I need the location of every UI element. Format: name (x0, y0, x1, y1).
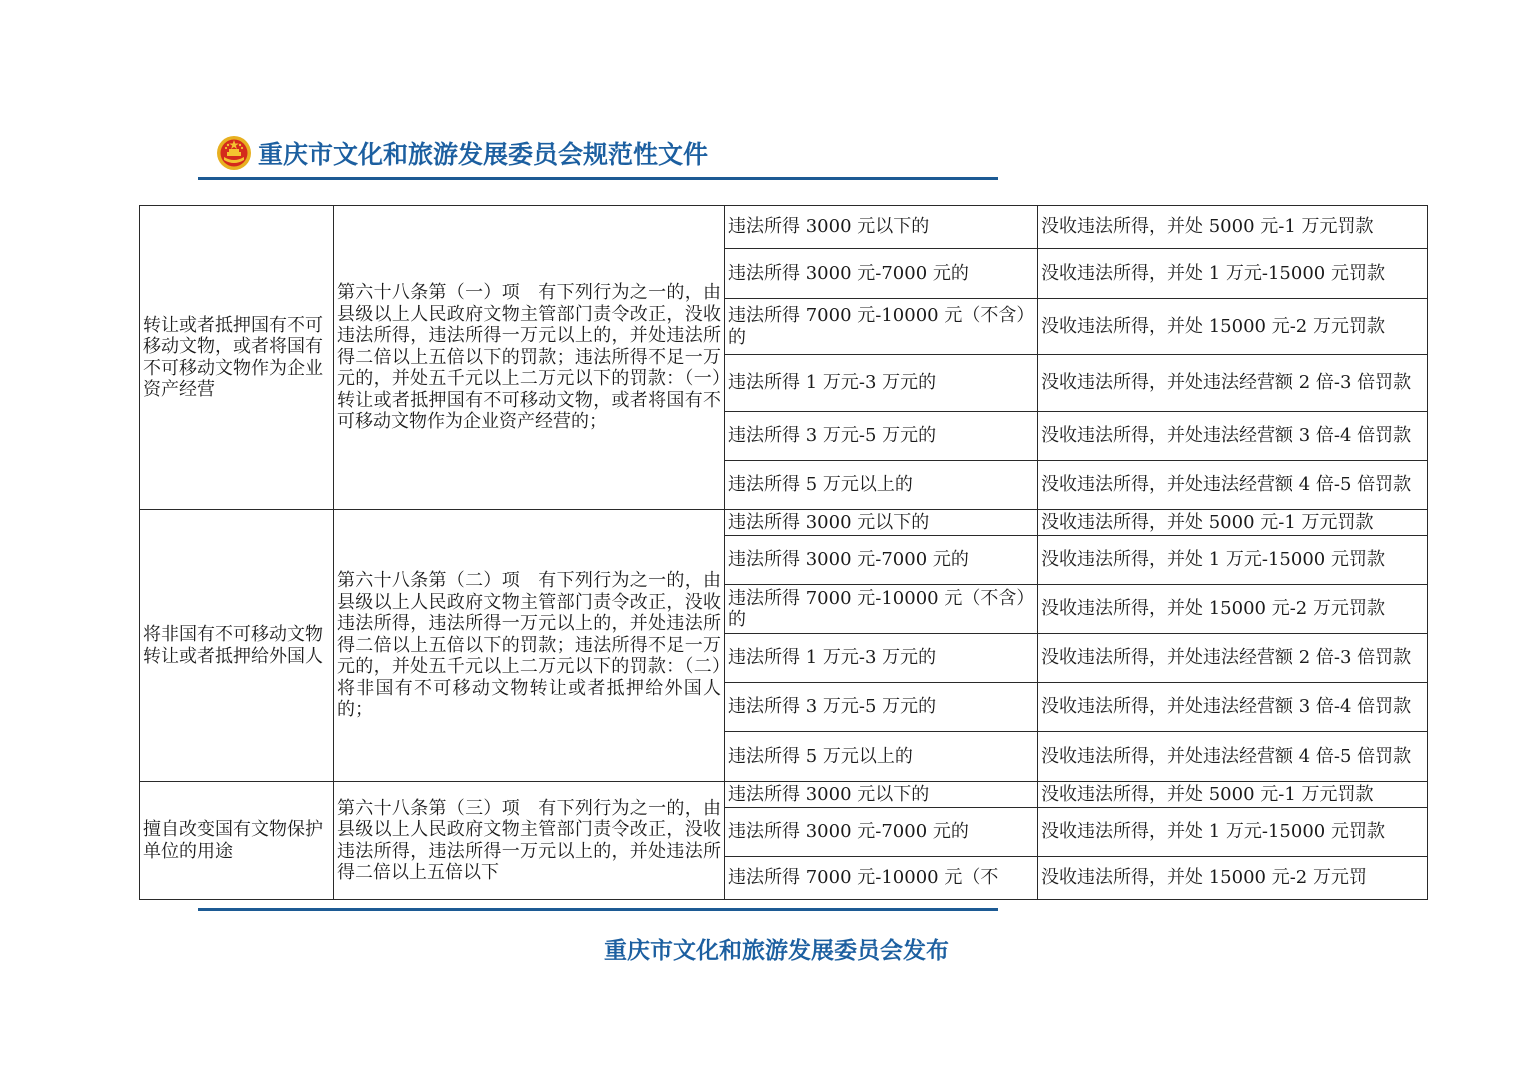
circumstance-cell: 违法所得 1 万元-3 万元的 (725, 355, 1038, 412)
circumstance-cell: 违法所得 3000 元-7000 元的 (725, 808, 1038, 857)
penalty-cell: 没收违法所得，并处 5000 元-1 万元罚款 (1038, 510, 1428, 536)
penalty-cell: 没收违法所得，并处 1 万元-15000 元罚款 (1038, 536, 1428, 585)
violation-cell: 将非国有不可移动文物转让或者抵押给外国人 (140, 510, 334, 782)
circumstance-cell: 违法所得 3000 元-7000 元的 (725, 536, 1038, 585)
violation-cell: 转让或者抵押国有不可移动文物，或者将国有不可移动文物作为企业资产经营 (140, 206, 334, 510)
penalty-cell: 没收违法所得，并处 1 万元-15000 元罚款 (1038, 808, 1428, 857)
penalty-standards-table (139, 205, 1428, 900)
penalty-cell: 没收违法所得，并处违法经营额 4 倍-5 倍罚款 (1038, 732, 1428, 782)
table-row (140, 782, 1428, 808)
document-series-title: 重庆市文化和旅游发展委员会规范性文件 (258, 140, 709, 169)
footer-divider (198, 908, 998, 911)
circumstance-cell: 违法所得 3000 元以下的 (725, 510, 1038, 536)
penalty-cell: 没收违法所得，并处 5000 元-1 万元罚款 (1038, 206, 1428, 249)
circumstance-cell: 违法所得 3000 元以下的 (725, 782, 1038, 808)
circumstance-cell: 违法所得 3 万元-5 万元的 (725, 683, 1038, 732)
circumstance-cell: 违法所得 5 万元以上的 (725, 461, 1038, 510)
penalty-cell: 没收违法所得，并处 1 万元-15000 元罚款 (1038, 249, 1428, 299)
table-row (140, 510, 1428, 536)
penalty-cell: 没收违法所得，并处违法经营额 4 倍-5 倍罚款 (1038, 461, 1428, 510)
legal-basis-cell: 第六十八条第（一）项 有下列行为之一的，由县级以上人民政府文物主管部门责令改正，没收违法所得，违法所得一万元以上的，并处违法所得二倍以上五倍以下的罚款；违法所得不足一万元的，并处五千元以上二万元以下的罚款：（一）转让或者抵押国有不可移动文物，或者将国有不可移动文物作为企业资产经营的； (334, 206, 725, 510)
penalty-cell: 没收违法所得，并处 5000 元-1 万元罚款 (1038, 782, 1428, 808)
national-emblem-icon (216, 135, 252, 171)
circumstance-cell: 违法所得 7000 元-10000 元（不含）的 (725, 299, 1038, 355)
legal-basis-cell: 第六十八条第（三）项 有下列行为之一的，由县级以上人民政府文物主管部门责令改正，没收违法所得，违法所得一万元以上的，并处违法所得二倍以上五倍以下 (334, 782, 725, 900)
penalty-cell: 没收违法所得，并处违法经营额 3 倍-4 倍罚款 (1038, 683, 1428, 732)
publisher-line: 重庆市文化和旅游发展委员会发布 (604, 937, 949, 964)
penalty-cell: 没收违法所得，并处 15000 元-2 万元罚款 (1038, 299, 1428, 355)
penalty-cell: 没收违法所得，并处 15000 元-2 万元罚款 (1038, 585, 1428, 634)
circumstance-cell: 违法所得 5 万元以上的 (725, 732, 1038, 782)
header-divider (198, 177, 998, 180)
document-header (216, 133, 708, 173)
circumstance-cell: 违法所得 3 万元-5 万元的 (725, 412, 1038, 461)
circumstance-cell: 违法所得 7000 元-10000 元（不 (725, 857, 1038, 900)
circumstance-cell: 违法所得 3000 元-7000 元的 (725, 249, 1038, 299)
circumstance-cell: 违法所得 7000 元-10000 元（不含）的 (725, 585, 1038, 634)
penalty-cell: 没收违法所得，并处违法经营额 2 倍-3 倍罚款 (1038, 634, 1428, 683)
table-row (140, 206, 1428, 249)
violation-cell: 擅自改变国有文物保护单位的用途 (140, 782, 334, 900)
penalty-cell: 没收违法所得，并处 15000 元-2 万元罚 (1038, 857, 1428, 900)
penalty-cell: 没收违法所得，并处违法经营额 2 倍-3 倍罚款 (1038, 355, 1428, 412)
penalty-cell: 没收违法所得，并处违法经营额 3 倍-4 倍罚款 (1038, 412, 1428, 461)
circumstance-cell: 违法所得 3000 元以下的 (725, 206, 1038, 249)
legal-basis-cell: 第六十八条第（二）项 有下列行为之一的，由县级以上人民政府文物主管部门责令改正，没收违法所得，违法所得一万元以上的，并处违法所得二倍以上五倍以下的罚款；违法所得不足一万元的，并处五千元以上二万元以下的罚款：（二）将非国有不可移动文物转让或者抵押给外国人的； (334, 510, 725, 782)
circumstance-cell: 违法所得 1 万元-3 万元的 (725, 634, 1038, 683)
